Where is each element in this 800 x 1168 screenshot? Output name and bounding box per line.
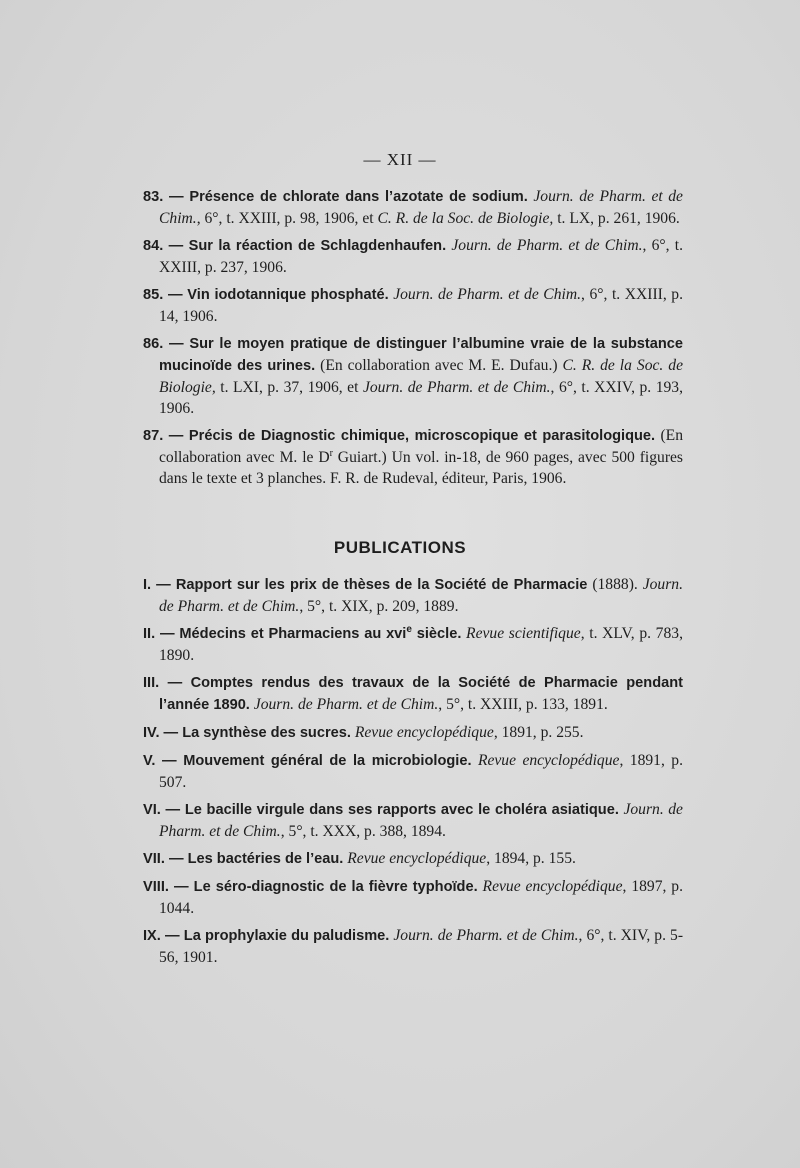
citation-text: r [329,447,333,459]
citation-text: , 6°, t. XXIII, p. 237, 1906. [159,237,684,276]
citation-journal: Revue encyclopédique [482,878,623,895]
entry-title: IX. — La prophylaxie du paludisme. [143,928,390,944]
citation-journal: Journ. de Pharm. et de Chim. [159,576,683,615]
citation-journal: Journ. de Pharm. et de Chim. [253,696,439,713]
citation-journal: Journ. de Pharm. et de Chim. [451,237,643,254]
publication-entry [143,750,683,793]
publication-entry [143,848,683,870]
citation-journal: Journ. de Pharm. et de Chim. [393,286,581,303]
citation-journal: Revue encyclopédique [354,724,494,741]
citation-journal: C. R. de la Soc. de Biologie, [377,210,554,227]
entry-title: 86. — Sur le moyen pratique de distinguer l’albumine vraie de la substance mucinoïde des urines. [143,336,683,374]
citation-text: , 6°, t. XXIII, p. 14, 1906. [159,286,683,325]
citation-journal: Revue encyclopédique [347,850,487,867]
publication-entry [143,574,683,617]
citation-text: (En collaboration avec M. le D [159,427,683,466]
citation-journal: Revue encyclopédique [477,752,620,769]
publication-entry [143,722,683,744]
citation-text: , 5°, t. XXX, p. 388, 1894. [280,823,446,840]
citation-text: , 1891, p. 255. [493,724,584,741]
citation-text: , t. XLV, p. 783, 1890. [159,625,683,664]
citation-journal: Journ. de Pharm. et de Chim. [159,801,683,840]
page-number: — XII — [363,150,437,169]
publication-entry [143,799,683,842]
citation-journal: Journ. de Pharm. et de Chim. [393,927,579,944]
publications-heading: PUBLICATIONS [333,538,467,557]
publication-entry [143,672,683,716]
entry-title: 85. — Vin iodotannique phosphaté. [143,287,389,303]
publications-list [143,574,683,974]
citation-text: siècle. [411,626,462,642]
entry-title: 84. — Sur la réaction de Schlagdenhaufen. [143,238,447,254]
entry-title: 87. — Précis de Diagnostic chimique, microscopique et parasitologique. [143,428,656,444]
bibliography-entry [143,284,683,327]
publication-entry [143,623,683,666]
entry-title: VI. — Le bacille virgule dans ses rapports avec le choléra asiatique. [143,802,619,818]
entry-title: VIII. — Le séro-diagnostic de la fièvre typhoïde. [143,879,478,895]
citation-text: e [406,623,412,635]
citation-text: , 6°, t. XXIV, p. 193, 1906. [159,379,683,417]
citation-text: Guiart.) Un vol. in-18, de 960 pages, avec 500 figures dans le texte et 3 planches. F. R. de Rudeval, éditeur, Paris, 1906. [159,449,683,487]
bibliography-entry [143,333,683,419]
publication-entry [143,876,683,919]
bibliography-entry [143,425,683,489]
citation-text: t. LX, p. 261, 1906. [553,210,680,227]
citation-text: , 5°, t. XXIII, p. 133, 1891. [438,696,608,713]
citation-text: , 5°, t. XIX, p. 209, 1889. [299,598,459,615]
citation-text: , 1897, p. 1044. [159,878,683,917]
entry-title: VII. — Les bactéries de l’eau. [143,851,344,867]
entry-title: II. — Médecins et Pharmaciens au xvi [143,626,407,642]
entry-title: III. — Comptes rendus des travaux de la Société de Pharmacie pendant l’année 1890. [143,675,683,713]
entry-title: IV. — La synthèse des sucres. [143,725,351,741]
citation-text: (1888). [587,576,643,593]
citation-text: (En collaboration avec M. E. Dufau.) [315,357,563,374]
citation-journal: Journ. de Pharm. et de Chim. [159,188,683,227]
citation-text: t. LXI, p. 37, 1906, et [215,379,363,396]
citation-text: , 6°, t. XXIII, p. 98, 1906, et [196,210,378,227]
citation-journal: C. R. de la Soc. de Biologie, [159,357,683,396]
citation-journal: Revue scientifique [466,625,581,642]
bibliography-entry [143,235,683,278]
citation-text: , 6°, t. XIV, p. 5-56, 1901. [159,927,684,966]
citation-journal: Journ. de Pharm. et de Chim. [362,379,551,396]
entry-title: V. — Mouvement général de la microbiologie. [143,753,472,769]
bibliography-entry [143,186,683,229]
entry-title: 83. — Présence de chlorate dans l’azotate de sodium. [143,189,528,205]
bibliography-list [143,186,683,495]
citation-text: , 1891, p. 507. [159,752,683,791]
entry-title: I. — Rapport sur les prix de thèses de la Société de Pharmacie [143,577,588,593]
citation-text: , 1894, p. 155. [486,850,576,867]
publication-entry [143,925,683,968]
